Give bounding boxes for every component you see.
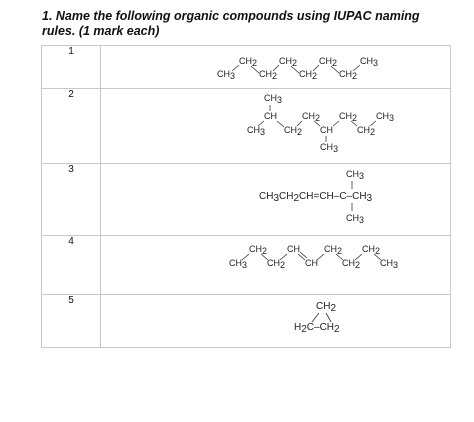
svg-text:CH2: CH2	[357, 125, 376, 137]
structure-1-image	[101, 46, 452, 88]
table-row	[42, 236, 451, 295]
structure-3-image	[101, 164, 452, 235]
svg-text:CH2: CH2	[279, 56, 298, 68]
svg-text:CH3: CH3	[320, 142, 339, 154]
svg-text:CH2: CH2	[239, 56, 258, 68]
svg-text:CH2: CH2	[316, 301, 337, 314]
table-row	[42, 164, 451, 236]
structure-cell	[101, 236, 451, 295]
svg-text:CH2: CH2	[299, 69, 318, 81]
structure-cell	[101, 295, 451, 348]
svg-text:CH2: CH2	[259, 69, 278, 81]
svg-text:CH2: CH2	[302, 111, 321, 123]
svg-text:CH2: CH2	[362, 244, 381, 256]
row-number: 4	[42, 236, 101, 295]
structure-cell	[101, 89, 451, 164]
svg-text:CH2: CH2	[342, 258, 361, 270]
svg-text:CH3: CH3	[346, 213, 365, 225]
table-row	[42, 89, 451, 164]
table-row	[42, 295, 451, 348]
table-row	[42, 46, 451, 89]
svg-text:CH3: CH3	[380, 258, 399, 270]
svg-text:CH3: CH3	[360, 56, 379, 68]
svg-text:CH3: CH3	[217, 69, 236, 81]
svg-text:CH3: CH3	[247, 125, 266, 137]
svg-text:CH2: CH2	[319, 56, 338, 68]
svg-text:CH3CH2CH=CH–C–CH3: CH3CH2CH=CH–C–CH3	[259, 191, 373, 204]
svg-text:CH2: CH2	[339, 69, 358, 81]
question-text: 1. Name the following organic compounds using IUPAC naming rules. (1 mark each)	[42, 9, 420, 38]
svg-text:CH3: CH3	[346, 169, 365, 181]
svg-text:CH2: CH2	[267, 258, 286, 270]
svg-text:CH: CH	[287, 244, 300, 254]
svg-text:CH: CH	[305, 258, 318, 268]
svg-text:CH2: CH2	[324, 244, 343, 256]
compounds-table	[41, 45, 451, 348]
structure-cell	[101, 164, 451, 236]
row-number: 3	[42, 164, 101, 236]
structure-4-image	[101, 236, 452, 294]
structure-5-image	[101, 295, 452, 347]
svg-text:CH3: CH3	[229, 258, 248, 270]
row-number: 2	[42, 89, 101, 164]
svg-text:CH3: CH3	[376, 111, 395, 123]
structure-cell	[101, 46, 451, 89]
svg-text:H2C–CH2: H2C–CH2	[294, 322, 340, 335]
row-number: 1	[42, 46, 101, 89]
svg-text:CH2: CH2	[249, 244, 268, 256]
structure-2-image	[101, 89, 452, 163]
svg-text:CH2: CH2	[339, 111, 358, 123]
svg-text:CH: CH	[264, 111, 277, 121]
svg-text:CH2: CH2	[284, 125, 303, 137]
svg-text:CH: CH	[320, 125, 333, 135]
row-number: 5	[42, 295, 101, 348]
svg-text:CH3: CH3	[264, 93, 283, 105]
